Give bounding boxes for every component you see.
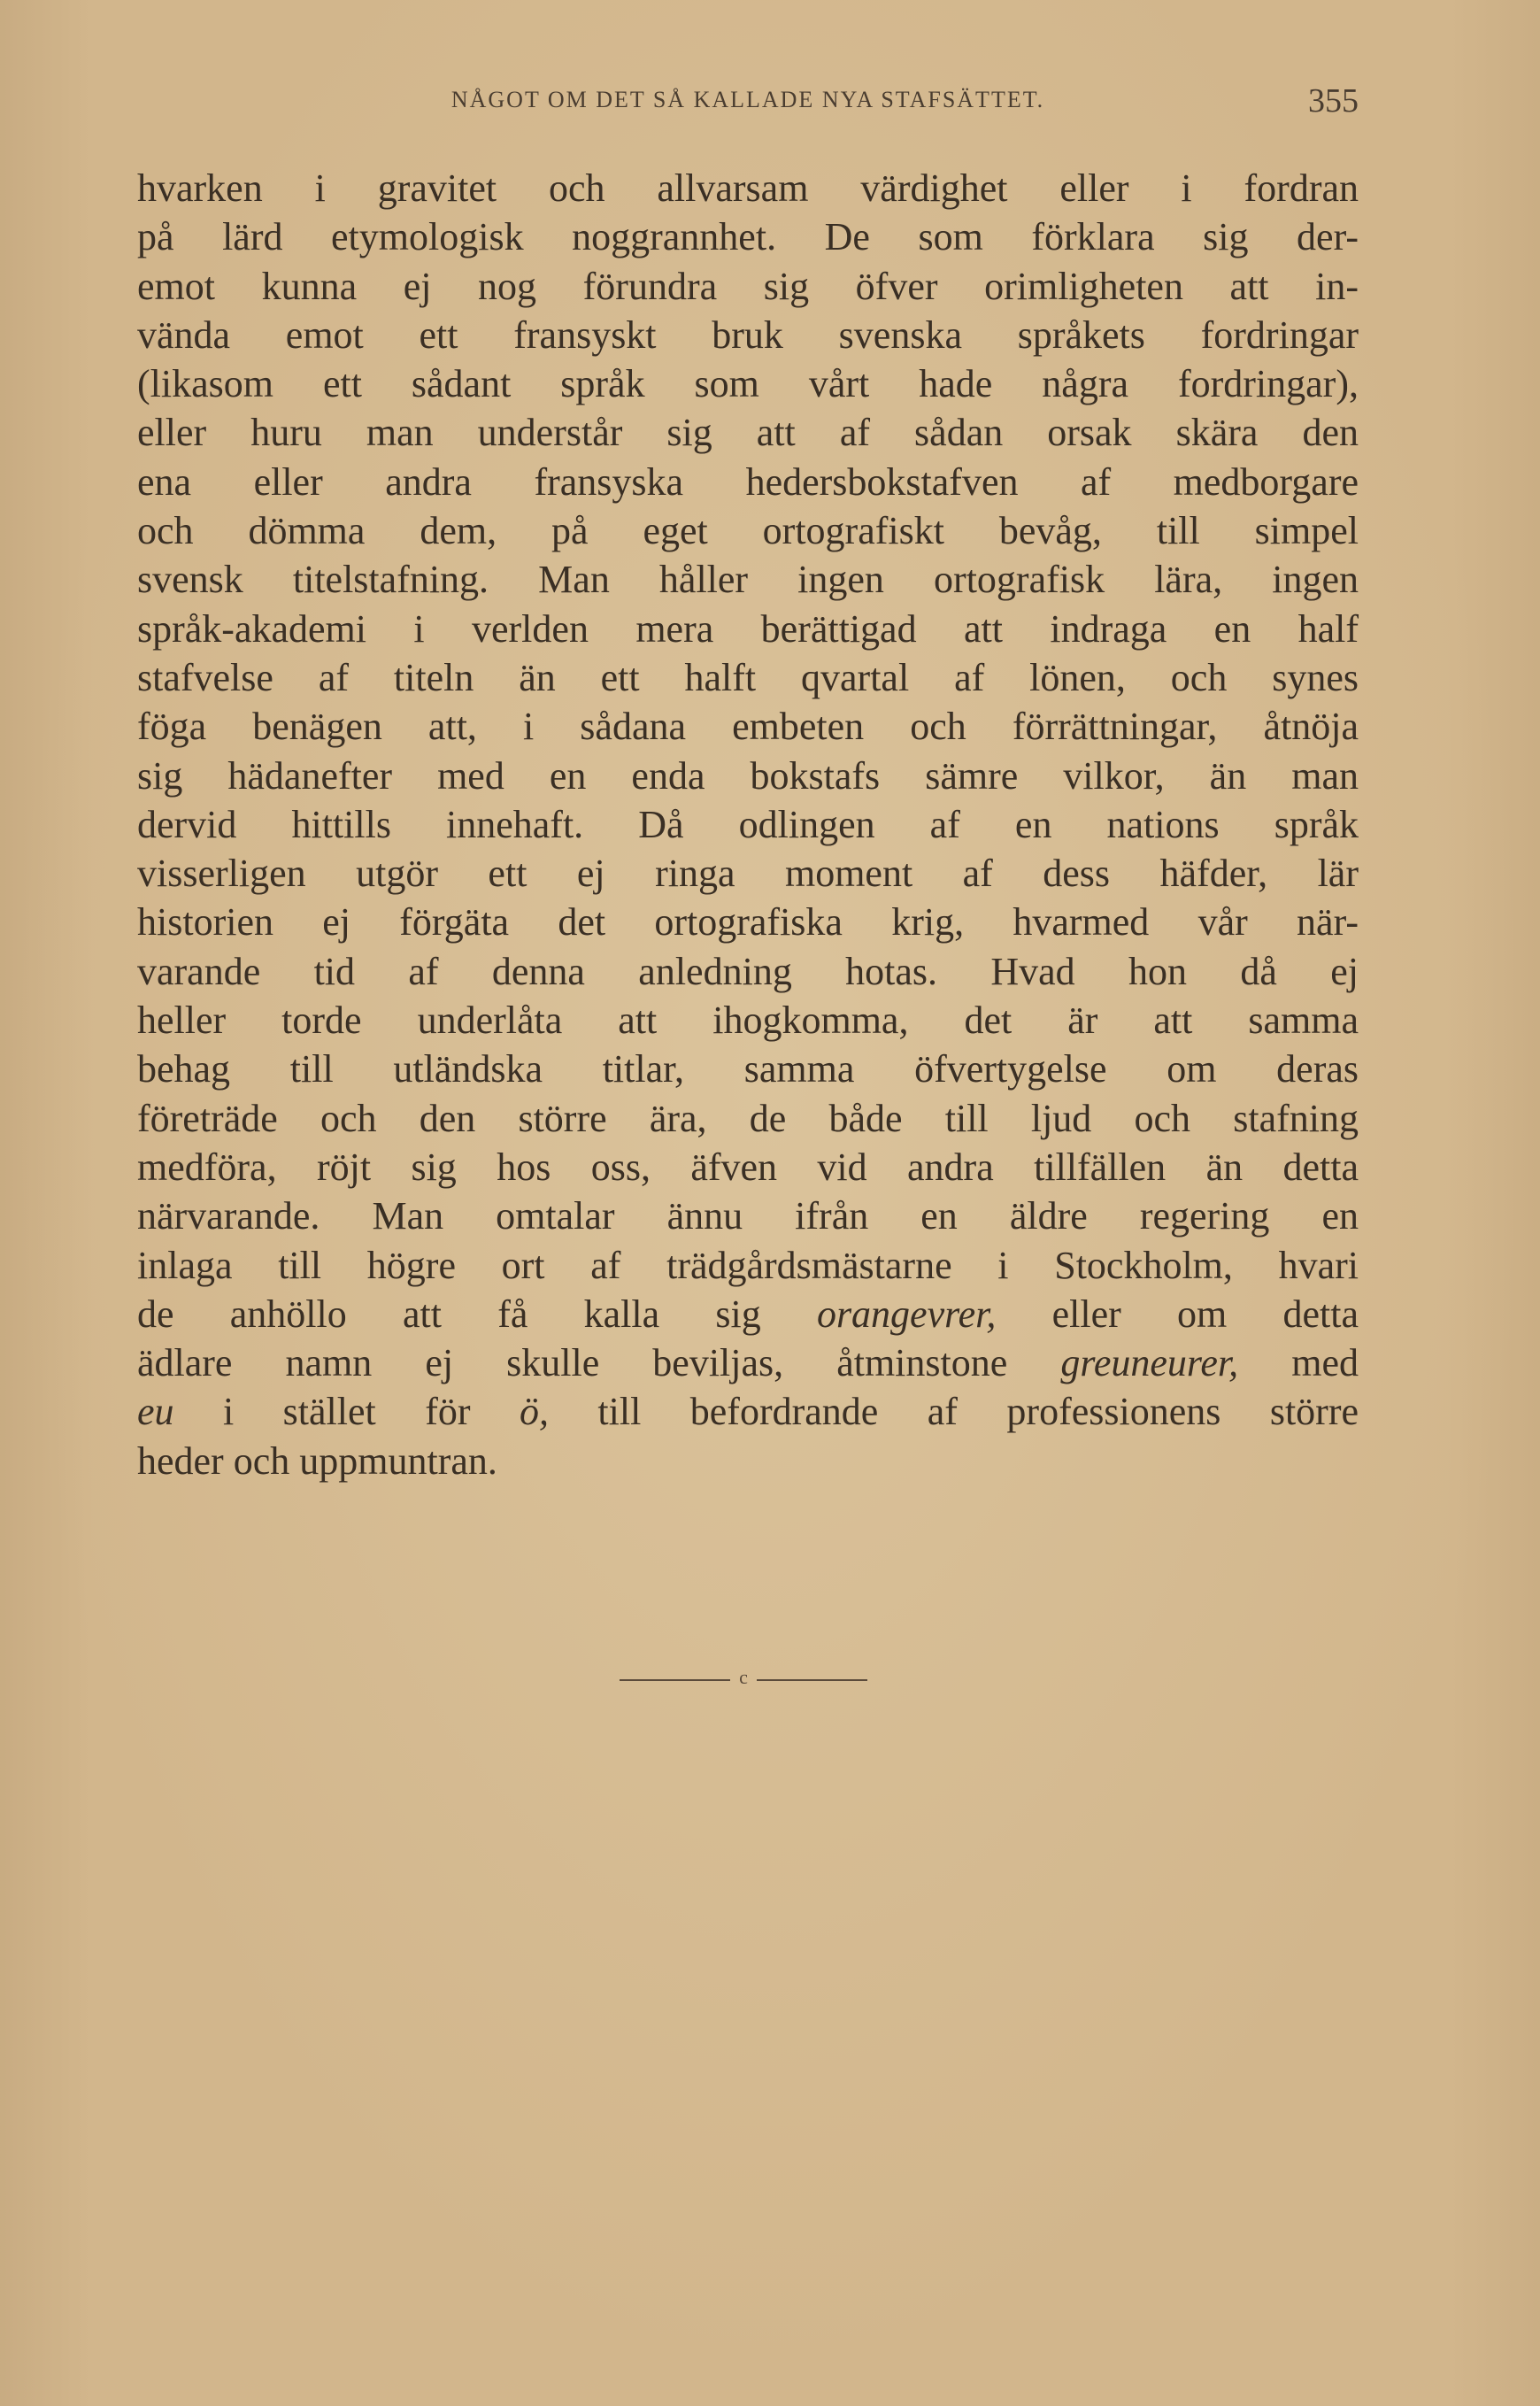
text-line: svensk titelstafning. Man håller ingen ortografisk lära, ingen [137,558,1359,602]
text-line [137,1338,1359,1387]
text-line: sig hädanefter med en enda bokstafs sämre vilkor, än man [137,753,1359,798]
italic-word: greuneurer, [1060,1341,1239,1385]
running-head [137,81,1359,120]
text-segment: de anhöllo att få kalla sig [137,1292,817,1336]
text-line-last: heder och uppmuntran. [137,1438,497,1483]
text-line: hvarken i gravitet och allvarsam värdighet eller i fordran [137,166,1359,210]
body-text [137,164,1359,1485]
text-line: på lärd etymologisk noggrannhet. De som förklara sig der- [137,215,1359,259]
text-line: medföra, röjt sig hos oss, äfven vid andra tillfällen än detta [137,1145,1359,1189]
page-number: 355 [1308,82,1359,120]
text-line: språk-akademi i verlden mera berättigad att indraga en half [137,606,1359,651]
text-line [137,1387,1359,1436]
text-line: heller torde underlåta att ihogkomma, det är att samma [137,999,1359,1043]
text-segment: i stället för [173,1390,520,1434]
text-segment: med [1238,1341,1359,1385]
text-segment: till befordrande af professionens större [548,1390,1359,1434]
running-title: NÅGOT OM DET SÅ KALLADE NYA STAFSÄTTET. [450,87,1045,112]
text-line: historien ej förgäta det ortografiska krig, hvarmed vår när- [137,900,1359,945]
ornament-glyph: c [739,1666,748,1688]
text-line: föga benägen att, i sådana embeten och förrättningar, åtnöja [137,705,1359,749]
text-line: varande tid af denna anledning hotas. Hvad hon då ej [137,949,1359,993]
italic-word: ö, [519,1390,549,1434]
ornament-rule-left [620,1679,730,1681]
text-line: inlaga till högre ort af trädgårdsmästarne i Stockholm, hvari [137,1243,1359,1287]
section-end-ornament [620,1666,867,1693]
text-line: och dömma dem, på eget ortografiskt bevåg, till simpel [137,509,1359,553]
italic-word: eu [137,1390,174,1434]
text-line: visserligen utgör ett ej ringa moment af dess häfder, lär [137,852,1359,896]
text-line: företräde och den större ära, de både till ljud och stafning [137,1096,1359,1140]
text-line: eller huru man understår sig att af sådan orsak skära den [137,411,1359,455]
text-line: dervid hittills innehaft. Då odlingen af en nations språk [137,802,1359,846]
italic-word: orangevrer, [816,1292,997,1336]
text-line: närvarande. Man omtalar ännu ifrån en äldre regering en [137,1194,1359,1238]
text-line: behag till utländska titlar, samma öfvertygelse om deras [137,1047,1359,1091]
text-line [137,1290,1359,1338]
text-line: emot kunna ej nog förundra sig öfver orimligheten att in- [137,264,1359,308]
text-segment: eller om detta [996,1292,1359,1336]
text-line: stafvelse af titeln än ett halft qvartal af lönen, och synes [137,655,1359,699]
text-line: (likasom ett sådant språk som vårt hade några fordringar), [137,362,1359,406]
text-segment: ädlare namn ej skulle beviljas, åtminstone [137,1341,1061,1385]
ornament-rule-right [757,1679,867,1681]
text-line: ena eller andra fransyska hedersbokstafven af medborgare [137,459,1359,504]
text-line: vända emot ett fransyskt bruk svenska språkets fordringar [137,312,1359,357]
